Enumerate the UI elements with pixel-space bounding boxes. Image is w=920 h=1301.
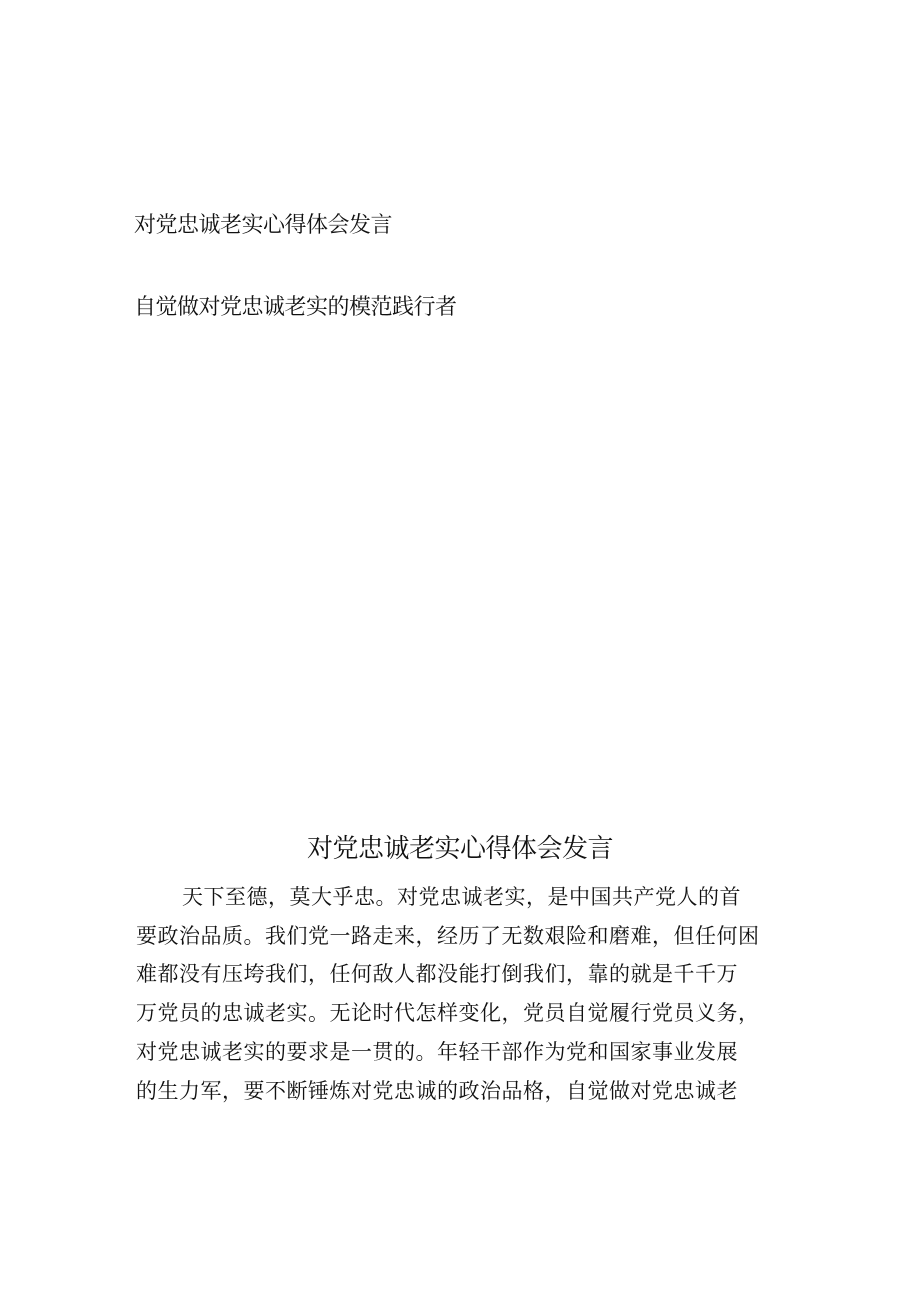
body-paragraph bbox=[136, 878, 796, 1110]
paragraph-line: 万党员的忠诚老实。无论时代怎样变化，党员自觉履行党员义务， bbox=[136, 1001, 760, 1026]
paragraph-line: 要政治品质。我们党一路走来，经历了无数艰险和磨难，但任何困 bbox=[136, 923, 760, 948]
paragraph-line: 对党忠诚老实的要求是一贯的。年轻干部作为党和国家事业发展 bbox=[136, 1039, 738, 1064]
cover-title: 对党忠诚老实心得体会发言 bbox=[134, 213, 393, 238]
document-heading: 对党忠诚老实心得体会发言 bbox=[306, 834, 613, 864]
paragraph-line: 难都没有压垮我们，任何敌人都没能打倒我们，靠的就是千千万 bbox=[136, 962, 738, 987]
paragraph-line: 天下至德，莫大乎忠。对党忠诚老实，是中国共产党人的首 bbox=[182, 885, 741, 909]
paragraph-line: 的生力军，要不断锤炼对党忠诚的政治品格，自觉做对党忠诚老 bbox=[136, 1078, 738, 1103]
cover-subtitle: 自觉做对党忠诚老实的模范践行者 bbox=[134, 295, 457, 320]
